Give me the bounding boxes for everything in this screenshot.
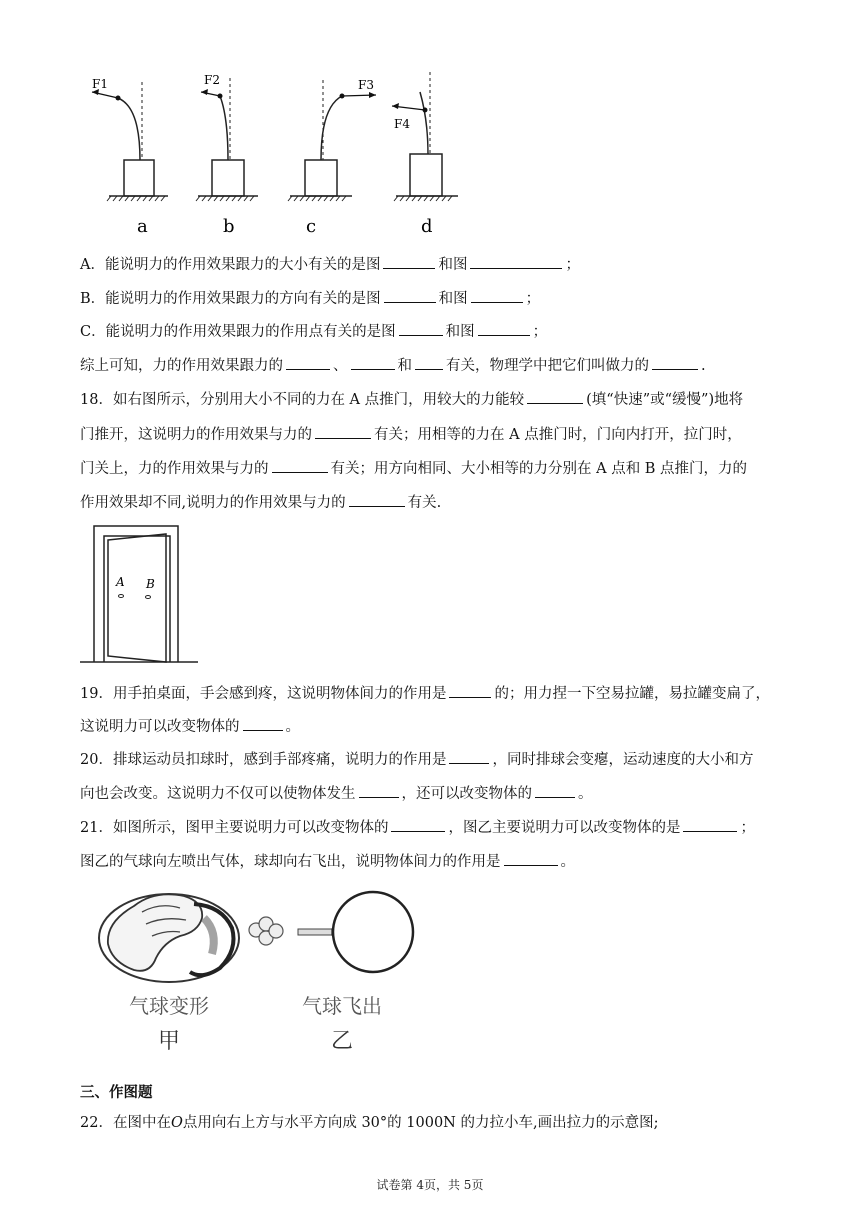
balloon-squeeze-caption: 气球变形: [129, 994, 209, 1018]
door-point-b: B: [146, 577, 155, 591]
answer-blank[interactable]: [391, 817, 445, 832]
answer-blank[interactable]: [652, 355, 698, 370]
answer-blank[interactable]: [415, 355, 443, 370]
figure-a: [92, 77, 168, 237]
q20-line-1: 20．排球运动员扣球时，感到手部疼痛，说明力的作用是 ，同时排球会变瘪，运动速度的大小和方: [80, 749, 753, 770]
force-label-f4: F4: [394, 117, 410, 131]
answer-blank[interactable]: [351, 355, 395, 370]
q17-line-b: B．能说明力的作用效果跟力的方向有关的是图 和图 ；: [80, 288, 540, 309]
figure-label-c: c: [306, 216, 317, 237]
q21-line-2: 图乙的气球向左喷出气体，球却向右飞出，说明物体间力的作用是 。: [80, 851, 575, 872]
figure-d: [392, 72, 458, 237]
q18-line-4: 作用效果却不同,说明力的作用效果与力的 有关.: [80, 492, 441, 513]
door-point-a: A: [116, 575, 125, 589]
balloon-squeeze-figure: [94, 888, 244, 988]
answer-blank[interactable]: [272, 458, 328, 473]
answer-blank[interactable]: [384, 288, 436, 303]
q20-line-2: 向也会改变。这说明力不仅可以使物体发生 ，还可以改变物体的 。: [80, 783, 593, 804]
answer-blank[interactable]: [243, 716, 283, 731]
balloon-fly-figure: [240, 884, 420, 994]
q18-line-1: 18．如右图所示，分别用大小不同的力在 A 点推门，用较大的力能较 (填“快速”或“缓慢”)地将: [80, 389, 743, 410]
q21-line-1: 21．如图所示，图甲主要说明力可以改变物体的 ，图乙主要说明力可以改变物体的是 ；: [80, 817, 755, 838]
q22-text: 22．在图中在O点用向右上方与水平方向成 30°的 1000N 的力拉小车,画出拉力的示意图;: [80, 1115, 659, 1131]
answer-blank[interactable]: [478, 321, 530, 336]
answer-blank[interactable]: [504, 851, 558, 866]
answer-blank[interactable]: [286, 355, 330, 370]
section-heading: 三、作图题: [80, 1085, 153, 1101]
q18-line-2: 门推开，这说明力的作用效果与力的 有关；用相等的力在 A 点推门时，门向内打开，拉门时，: [80, 424, 742, 445]
q19-line-2: 这说明力可以改变物体的 。: [80, 716, 300, 737]
answer-blank[interactable]: [527, 389, 583, 404]
figure-label-d: d: [421, 216, 433, 237]
page-footer: 试卷第 4页，共 5页: [376, 1178, 484, 1192]
force-comparison-figure: [80, 62, 480, 244]
q17-line-c: C．能说明力的作用效果跟力的作用点有关的是图 和图 ；: [80, 321, 547, 342]
q17-summary: 综上可知，力的作用效果跟力的 、 和 有关，物理学中把它们叫做力的 .: [80, 355, 706, 376]
answer-blank[interactable]: [383, 254, 435, 269]
answer-blank[interactable]: [449, 749, 489, 764]
q18-line-3: 门关上，力的作用效果与力的 有关；用方向相同、大小相等的力分别在 A 点和 B 点推门，力的: [80, 458, 747, 479]
figure-b: [196, 73, 258, 237]
balloon-fly-caption: 气球飞出: [302, 994, 382, 1018]
force-label-f1: F1: [92, 77, 108, 91]
answer-blank[interactable]: [399, 321, 443, 336]
force-label-f2: F2: [204, 73, 220, 87]
q19-line-1: 19．用手拍桌面，手会感到疼，这说明物体间力的作用是 的；用力捏一下空易拉罐，易拉罐变扁了，: [80, 683, 770, 704]
force-label-f3: F3: [358, 78, 374, 92]
answer-blank[interactable]: [315, 424, 371, 439]
door-figure: [80, 522, 204, 666]
figure-c: [288, 78, 376, 237]
answer-blank[interactable]: [683, 817, 737, 832]
figure-label-b: b: [223, 216, 235, 237]
answer-blank[interactable]: [470, 254, 562, 269]
answer-blank[interactable]: [449, 683, 491, 698]
figure-yi-label: 乙: [330, 1029, 353, 1054]
figure-jia-label: 甲: [157, 1029, 180, 1054]
answer-blank[interactable]: [359, 783, 399, 798]
answer-blank[interactable]: [471, 288, 523, 303]
q17-line-a: A．能说明力的作用效果跟力的大小有关的是图 和图 ；: [80, 254, 580, 275]
answer-blank[interactable]: [349, 492, 405, 507]
answer-blank[interactable]: [535, 783, 575, 798]
figure-label-a: a: [137, 216, 148, 237]
